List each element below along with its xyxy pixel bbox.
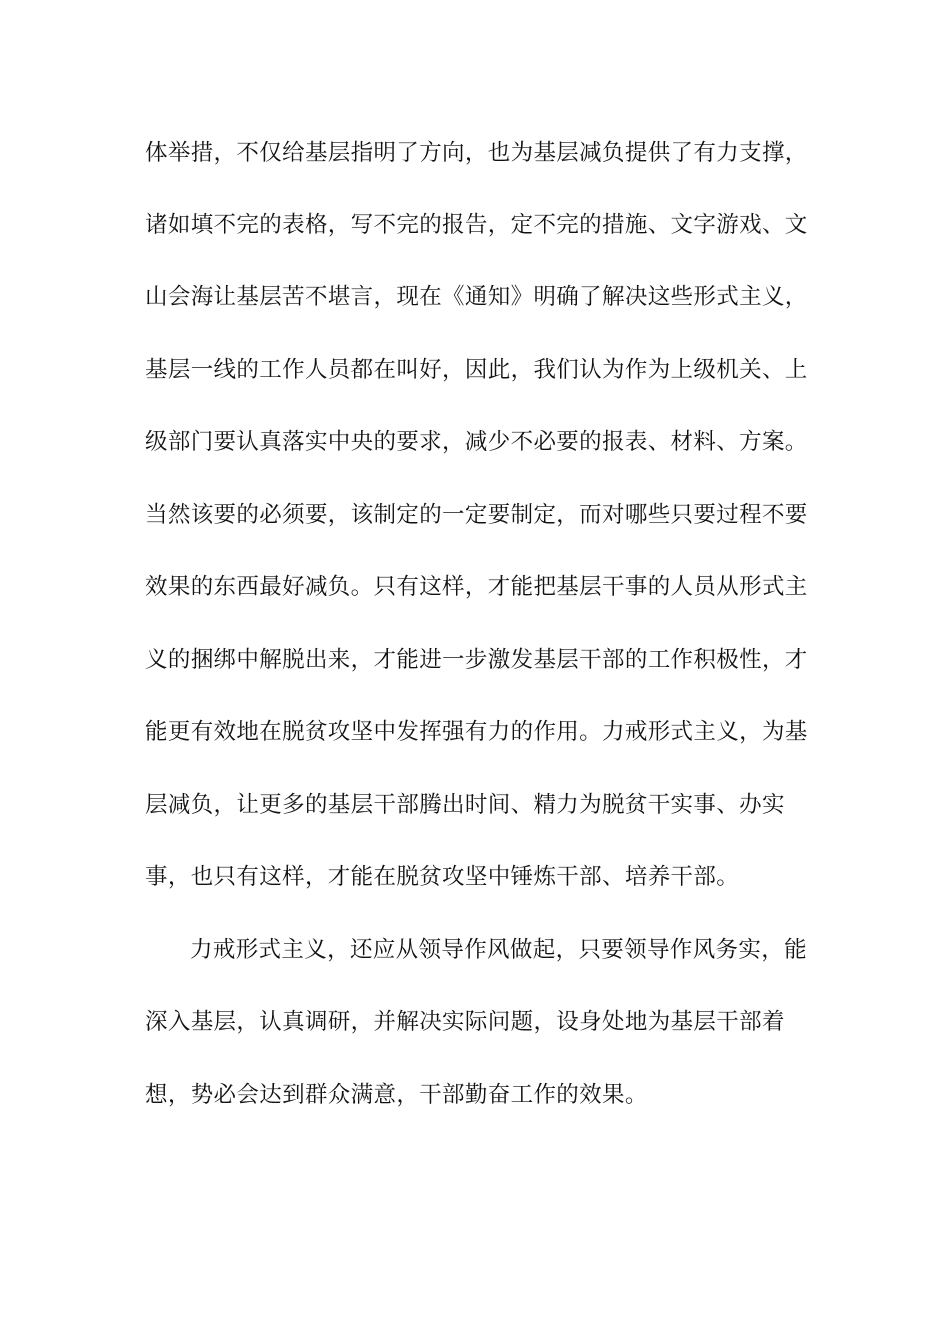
text-line: 层减负，让更多的基层干部腾出时间、精力为脱贫干实事、办实 xyxy=(145,792,785,818)
text-line: 义的捆绑中解脱出来，才能进一步激发基层干部的工作积极性，才 xyxy=(145,647,808,673)
text-line: 事，也只有这样，才能在脱贫攻坚中锤炼干部、培养干部。 xyxy=(145,864,740,890)
text-line: 诸如填不完的表格，写不完的报告，定不完的措施、文字游戏、文 xyxy=(145,212,808,238)
text-line: 体举措，不仅给基层指明了方向，也为基层减负提供了有力支撑， xyxy=(145,140,808,166)
text-line: 想，势必会达到群众满意，干部勤奋工作的效果。 xyxy=(145,1082,648,1108)
text-line: 深入基层，认真调研，并解决实际问题，设身处地为基层干部着 xyxy=(145,1009,785,1035)
text-line: 效果的东西最好减负。只有这样，才能把基层干事的人员从形式主 xyxy=(145,574,808,600)
text-line: 级部门要认真落实中央的要求，减少不必要的报表、材料、方案。 xyxy=(145,429,808,455)
text-line: 基层一线的工作人员都在叫好，因此，我们认为作为上级机关、上 xyxy=(145,357,808,383)
text-line: 力戒形式主义，还应从领导作风做起，只要领导作风务实，能 xyxy=(190,937,807,963)
text-line: 当然该要的必须要，该制定的一定要制定，而对哪些只要过程不要 xyxy=(145,502,808,528)
text-line: 能更有效地在脱贫攻坚中发挥强有力的作用。力戒形式主义，为基 xyxy=(145,719,808,745)
text-line: 山会海让基层苦不堪言，现在《通知》明确了解决这些形式主义， xyxy=(145,284,808,310)
